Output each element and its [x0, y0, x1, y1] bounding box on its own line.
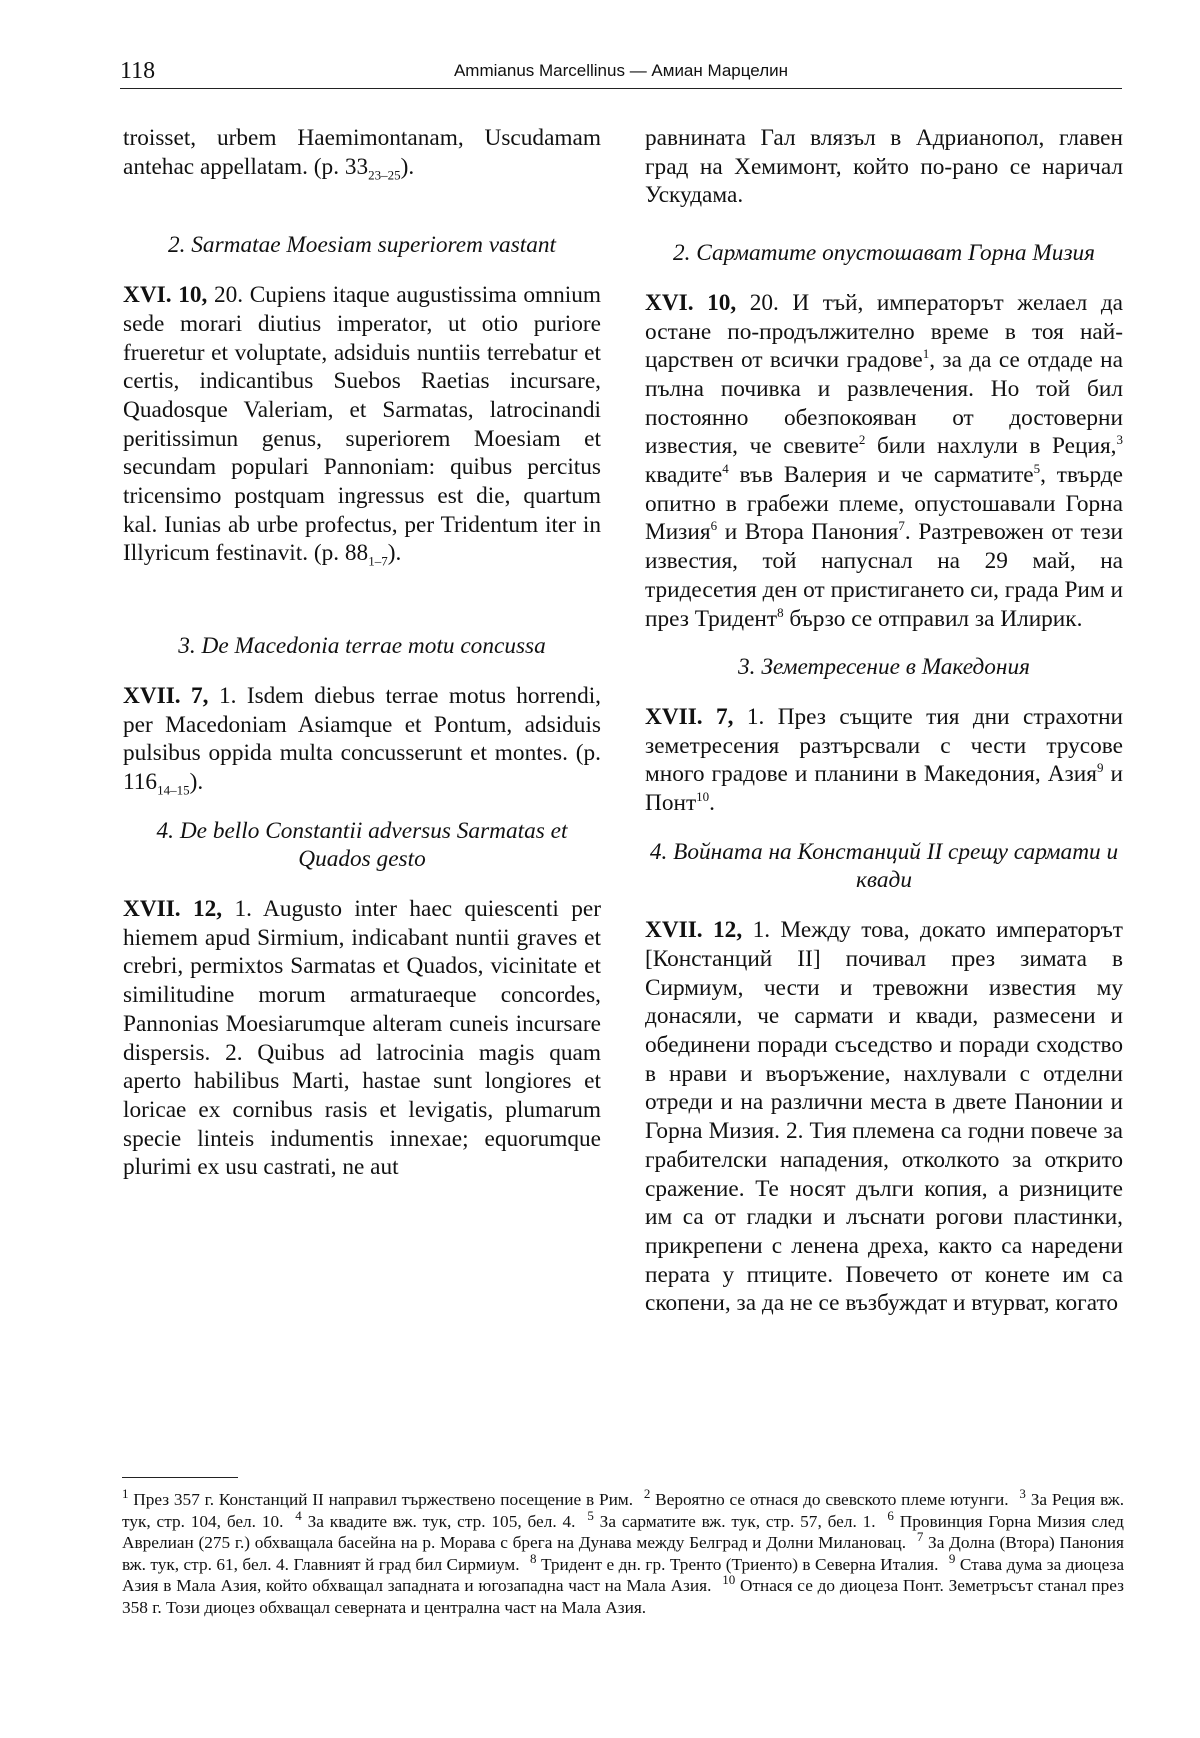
bulgarian-section-4-ref: XVII. 12,: [645, 917, 743, 944]
page-number: 118: [120, 58, 156, 84]
footnote-divider: [122, 1477, 238, 1478]
footnote-text: За квадите вж. тук, стр. 105, бел. 4.: [307, 1511, 576, 1531]
footnote-ref-3[interactable]: 3: [1116, 432, 1123, 448]
footnotes: [122, 1486, 1125, 1619]
footnote-ref-5[interactable]: 5: [1033, 461, 1041, 477]
footnote-ref-1[interactable]: 1: [922, 346, 930, 362]
bulgarian-section-3-paragraph: [645, 703, 1123, 818]
footnote-ref-2[interactable]: 2: [858, 432, 866, 448]
bulgarian-section-2-text-b: , за да се отдаде на пълна почивка и развлечения. Но той бил постоянно обезпокояван от достоверни известия, че свевите: [645, 347, 1123, 460]
latin-column: [123, 124, 601, 1182]
latin-section-2-end: ).: [387, 540, 402, 567]
footnote-item: [122, 1486, 634, 1509]
bulgarian-section-2-text-g: и Втора Панония: [717, 519, 899, 546]
latin-section-4-text: 1. Augusto inter haec quiescenti per hiemem apud Sirmium, indicabant nuntii graves et crebri, permixtos Sarmatas et Quados, vicinitate et similitudine morum armaturaeque concordes, Pannonias Moesiarumque alteram cuneis incursare dispersis. 2. Quibus ad latrocinia magis quam aperto habilibus Marti, hastae sunt longiores et loricae ex cornibus rasis et levigatis, plumarum specie linteis indumentis innexae; equorumque plurimi ex usu castrati, ne aut: [123, 896, 601, 1181]
bulgarian-section-3-text-a: 1. През същите тия дни страхотни земетресения разтърсвали с чести трусове много градове и планини в Македония, Азия: [645, 703, 1124, 788]
footnote-mark: 10: [722, 1572, 736, 1588]
latin-section-3-text: 1. Isdem diebus terrae motus horrendi, per Macedoniam Asiamque et Pontum, adsiduis pulsibus oppida multa concusserunt et montes. (p. 116: [123, 682, 602, 795]
footnote-mark: 6: [887, 1507, 894, 1523]
running-head: Ammianus Marcellinus — Амиан Марцелин: [453, 61, 789, 80]
bulgarian-section-4-paragraph: [645, 916, 1123, 1318]
bulgarian-section-4-text: 1. Между това, докато императорът [Констанций II] почивал през зимата в Сирмиум, чести и тревожни известия му донасяли, че сармати и квади, размесени и обединени поради съседство и поради сходство в нрави и въоръжение, нахлували с отделни отреди и на различни места в двете Панонии и Горна Мизия. 2. Тия племена са годни повече за грабителски нападения, отколкото за открито сражение. Те носят дълги копия, а ризниците им са от гладки и лъснати рогови пластинки, прикрепени с ленена дреха, както са наредени перата у птиците. Повечето от конете им са скопени, за да не се възбуждат и втурват, когато: [645, 917, 1123, 1317]
footnote-text: Вероятно се отнася до свевското племе ютунги.: [655, 1490, 1009, 1509]
footnote-text: За Реция вж. тук, стр. 104, бел. 10.: [122, 1490, 1125, 1531]
latin-intro-paragraph: [123, 124, 601, 181]
bulgarian-section-3-ref: XVII. 7,: [645, 703, 734, 730]
latin-section-2-text: 20. Cupiens itaque augustissima omnium sede morari diutius imperator, ut otio puriore frueretur et voluptate, adsiduis nuntiis terrebatur et certis, indicantibus Suebos Raetias incursare, Quadosque Valeriam, et Sarmatas, latrocinandi peritissimun genus, superiorem Moesiam et secundam populari Pannoniam: quibus percitus tricensimo postquam ingressus est die, quartum kal. Iunias ab urbe profectus, per Tridentum iter in Illyricum festinavit. (p. 88: [123, 282, 601, 567]
bulgarian-section-3-text-b: и Понт: [645, 761, 1123, 817]
footnote-ref-7[interactable]: 7: [898, 518, 905, 534]
latin-section-4-heading: 4. De bello Constantii adversus Sarmatas et Quados gesto: [156, 817, 568, 873]
latin-section-3-end: ).: [189, 768, 204, 795]
footnote-text: Тридент е дн. гр. Тренто (Триенто) в Северна Италия.: [540, 1554, 939, 1574]
footnote-ref-6[interactable]: 6: [710, 518, 718, 534]
footnote-ref-8[interactable]: 8: [777, 604, 784, 620]
bulgarian-section-3-text-c: .: [709, 790, 715, 817]
bulgarian-section-2-text-d: квадите: [645, 462, 723, 489]
footnote-text: Става дума за диоцеза Азия в Мала Азия, който обхващал западната и югозападна част на Мала Азия.: [122, 1554, 1125, 1596]
bulgarian-section-2-ref: XVI. 10,: [645, 289, 737, 316]
footnote-ref-10[interactable]: 10: [696, 789, 710, 805]
footnote-text: За Долна (Втора) Панония вж. тук, стр. 61, бел. 4. Главният й град бил Сирмиум.: [122, 1533, 1124, 1574]
footnote-mark: 5: [587, 1507, 594, 1523]
bulgarian-section-2-text-h: . Разтревожен от тези известия, той напуснал на 29 май, на тридесетия ден от пристигането си, града Рим и през Тридент: [645, 519, 1123, 632]
latin-section-3-ref: XVII. 7,: [123, 682, 209, 709]
latin-section-2-heading: 2. Sarmatae Moesiam superiorem vastant: [167, 232, 557, 259]
latin-section-4-ref: XVII. 12,: [123, 896, 223, 923]
footnote-item: [530, 1551, 939, 1574]
latin-section-3-page-lines: 14–15: [157, 782, 190, 798]
latin-section-3-heading: 3. De Macedonia terrae motu concussa: [178, 633, 546, 660]
latin-section-2-page-lines: 1–7: [368, 554, 388, 570]
latin-section-2-ref: XVI. 10,: [123, 282, 208, 309]
latin-intro-end: ).: [400, 153, 415, 180]
footnote-mark: 9: [948, 1551, 956, 1567]
bulgarian-intro-paragraph: равнината Гал влязъл в Адрианопол, главен град на Хемимонт, който по-рано се наричал Ускудама.: [645, 125, 1123, 209]
bulgarian-section-2-heading: 2. Сарматите опустошават Горна Мизия: [672, 240, 1096, 267]
footnote-item: [587, 1507, 876, 1531]
bulgarian-section-2-text-i: бързо се отправил за Илирик.: [783, 605, 1083, 632]
bulgarian-column: [645, 124, 1123, 1318]
footnote-mark: 1: [122, 1486, 129, 1502]
footnote-mark: 8: [530, 1551, 537, 1567]
footnote-text: През 357 г. Констанций II направил тържествено посещение в Рим.: [133, 1490, 634, 1509]
footnote-text: Провинция Горна Мизия след Аврелиан (275 г.) обхващала басейна на р. Морава с брега на Дунава между Белград и Долни Милановац.: [122, 1511, 1124, 1553]
latin-intro-page-lines: 23–25: [368, 167, 401, 183]
bulgarian-section-3-heading: 3. Земетресение в Македония: [738, 654, 1030, 681]
bulgarian-section-2-text-a: 20. И тъй, императорът желаел да остане по-продължително време в тоя най-царствен от всички градове: [645, 289, 1124, 374]
latin-intro-text: troisset, urbem Haemimontanam, Uscudamam antehac appellatam. (p. 33: [123, 125, 601, 180]
bulgarian-section-2-paragraph: [645, 289, 1123, 633]
footnote-item: [295, 1507, 576, 1531]
footnote-text: За сарматите вж. тук, стр. 57, бел. 1.: [599, 1511, 876, 1531]
bulgarian-section-4-heading: 4. Войната на Констанций II срещу сармати и квади: [649, 838, 1119, 894]
page-header: [120, 58, 1122, 89]
latin-section-2-paragraph: [123, 281, 601, 568]
footnote-mark: 2: [643, 1486, 651, 1502]
footnote-mark: 3: [1019, 1486, 1026, 1502]
footnote-item: [643, 1486, 1009, 1509]
footnote-mark: 7: [916, 1529, 924, 1545]
latin-section-4-paragraph: [123, 895, 601, 1182]
footnote-text: Отнася се до диоцеза Понт. Земетръсът станал през 358 г. Този диоцез обхващал северната и централна част на Мала Азия.: [122, 1576, 1124, 1617]
bulgarian-section-2-text-c: били нахлули в Реция,: [865, 433, 1117, 460]
footnote-ref-4[interactable]: 4: [722, 461, 729, 477]
footnote-ref-9[interactable]: 9: [1096, 760, 1104, 776]
bulgarian-section-2-text-e: във Валерия и че сарматите: [728, 462, 1034, 489]
footnote-mark: 4: [295, 1507, 302, 1523]
bulgarian-section-2-text-f: , твърде опитно в грабежи племе, опустошавали Горна Мизия: [645, 462, 1123, 546]
latin-section-3-paragraph: [123, 682, 601, 797]
